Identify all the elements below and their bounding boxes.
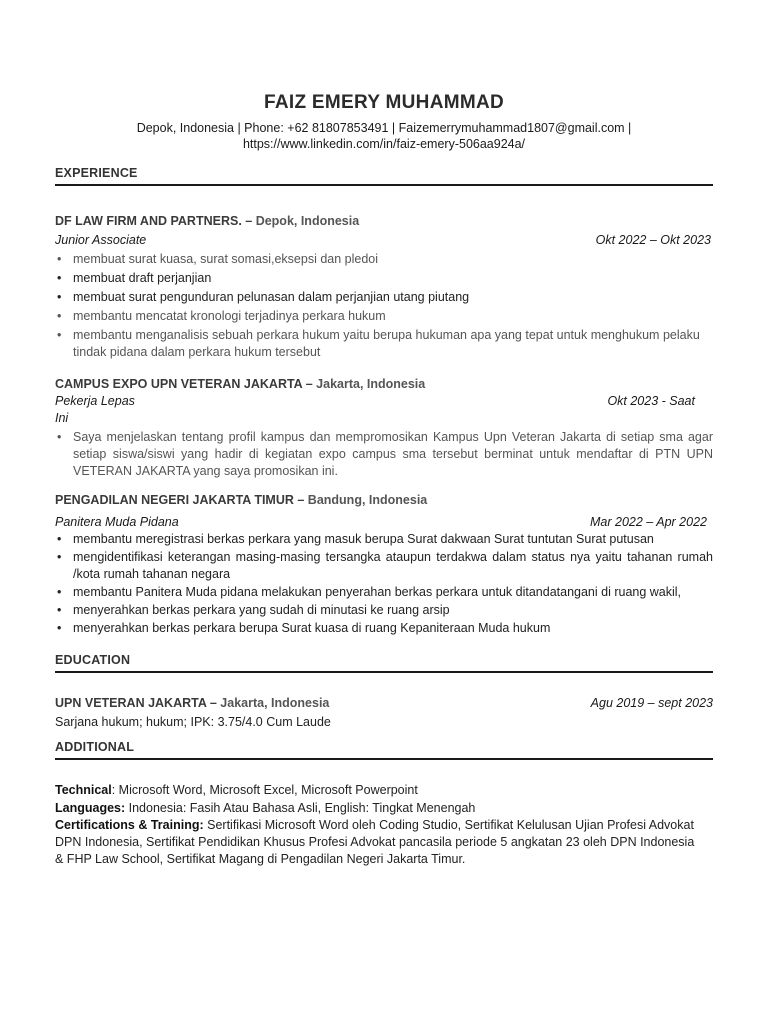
additional-block bbox=[55, 782, 713, 868]
education-row bbox=[55, 695, 713, 712]
resume-page bbox=[55, 92, 713, 868]
certifications-value: Sertifikasi Microsoft Word oleh Coding Studio, Sertifikat Kelulusan Ujian Profesi Advokat DPN Indonesia, Sertifikat Pendidikan Khusus Profesi Advokat pancasila periode 5 angkatan 23 oleh DPN Indonesia & FHP Law School, Sertifikat Magang di Pengadilan Negeri Jakarta Timur. bbox=[55, 818, 695, 866]
job-role-cont: Ini bbox=[55, 411, 69, 425]
section-title-education: EDUCATION bbox=[55, 653, 713, 673]
languages-line bbox=[55, 800, 713, 817]
languages-label: Languages: bbox=[55, 801, 126, 815]
education-entry bbox=[55, 695, 713, 731]
list-item: • menyerahkan berkas perkara yang sudah di minutasi ke ruang arsip bbox=[73, 602, 713, 619]
education-org-name: UPN VETERAN JAKARTA – bbox=[55, 696, 217, 710]
job-location: Jakarta, Indonesia bbox=[312, 377, 426, 391]
contact-line-1: Depok, Indonesia | Phone: +62 81807853491 | Faizemerrymuhammad1807@gmail.com | bbox=[136, 121, 632, 135]
job-role-continued bbox=[55, 410, 713, 427]
job-pengadilan bbox=[55, 492, 713, 637]
education-org bbox=[55, 695, 329, 712]
education-dates: Agu 2019 – sept 2023 bbox=[590, 696, 713, 710]
job-org-name: DF LAW FIRM AND PARTNERS. – bbox=[55, 214, 253, 228]
list-item: • mengidentifikasi keterangan masing-masing tersangka ataupun terdakwa dalam status nya yaitu tahanan rumah /kota rumah tahanan negara bbox=[73, 549, 713, 583]
candidate-name: FAIZ EMERY MUHAMMAD bbox=[263, 92, 505, 113]
certifications-label: Certifications & Training: bbox=[55, 818, 204, 832]
technical-line bbox=[55, 782, 713, 799]
list-item: • membuat surat pengunduran pelunasan dalam perjanjian utang piutang bbox=[73, 289, 713, 306]
job-dates: Okt 2022 – Okt 2023 bbox=[595, 233, 711, 247]
list-item: • membantu Panitera Muda pidana melakukan penyerahan berkas perkara untuk ditandatangani di ruang wakil, bbox=[73, 584, 713, 601]
job-role: Pekerja Lepas bbox=[55, 394, 135, 408]
certifications-line bbox=[55, 817, 695, 868]
job-location: Depok, Indonesia bbox=[252, 214, 360, 228]
job-df-law-firm bbox=[55, 213, 713, 361]
job-role: Junior Associate bbox=[55, 233, 147, 247]
list-item: • membuat draft perjanjian bbox=[73, 270, 713, 287]
job-dates: Okt 2023 - Saat bbox=[607, 394, 695, 408]
technical-label: Technical bbox=[55, 783, 112, 797]
list-item: • membantu menganalisis sebuah perkara hukum yaitu berupa hukuman apa yang tepat untuk menghukum pelaku tindak pidana dalam perkara hukum tersebut bbox=[73, 327, 713, 361]
job-dates: Mar 2022 – Apr 2022 bbox=[590, 515, 707, 529]
list-item: • Saya menjelaskan tentang profil kampus dan mempromosikan Kampus Upn Veteran Jakarta di setiap sma agar setiap siswa/siswi yang hadir di kegiatan expo campus sma tersebut berminat untuk mendaftar di PTN UPN VETERAN JAKARTA yang saya promosikan ini. bbox=[73, 429, 713, 480]
section-title-experience: EXPERIENCE bbox=[55, 166, 713, 186]
job-campus-expo bbox=[55, 376, 713, 480]
languages-value: Indonesia: Fasih Atau Bahasa Asli, English: Tingkat Menengah bbox=[125, 801, 476, 815]
list-item: • menyerahkan berkas perkara berupa Surat kuasa di ruang Kepaniteraan Muda hukum bbox=[73, 620, 713, 637]
job-bullets bbox=[55, 531, 713, 637]
education-degree: Sarjana hukum; hukum; IPK: 3.75/4.0 Cum Laude bbox=[55, 715, 331, 729]
job-org bbox=[55, 213, 713, 230]
education-location: Jakarta, Indonesia bbox=[216, 696, 330, 710]
job-location: Bandung, Indonesia bbox=[304, 493, 428, 507]
job-role-row bbox=[55, 514, 713, 531]
job-org bbox=[55, 376, 713, 393]
technical-value: : Microsoft Word, Microsoft Excel, Microsoft Powerpoint bbox=[111, 783, 418, 797]
section-title-additional: ADDITIONAL bbox=[55, 740, 713, 760]
job-role-row bbox=[55, 393, 713, 410]
job-org bbox=[55, 492, 713, 509]
job-org-name: PENGADILAN NEGERI JAKARTA TIMUR – bbox=[55, 493, 305, 507]
job-bullets bbox=[55, 251, 713, 361]
job-role-row bbox=[55, 232, 713, 249]
job-org-name: CAMPUS EXPO UPN VETERAN JAKARTA – bbox=[55, 377, 313, 391]
list-item: • membantu mencatat kronologi terjadinya perkara hukum bbox=[73, 308, 713, 325]
job-role: Panitera Muda Pidana bbox=[55, 515, 179, 529]
contact-line-2: https://www.linkedin.com/in/faiz-emery-506aa924a/ bbox=[242, 137, 526, 151]
job-bullets bbox=[55, 429, 713, 480]
list-item: • membuat surat kuasa, surat somasi,eksepsi dan pledoi bbox=[73, 251, 713, 268]
list-item: • membantu meregistrasi berkas perkara yang masuk berupa Surat dakwaan Surat tuntutan Surat putusan bbox=[73, 531, 713, 548]
